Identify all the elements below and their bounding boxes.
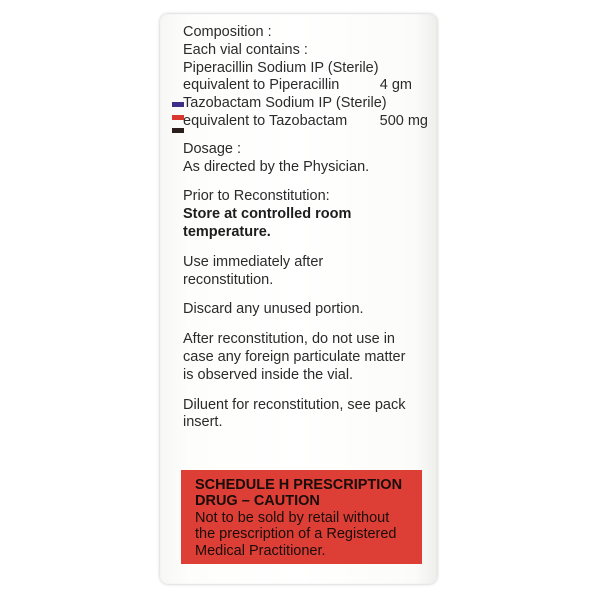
schedule-h-caution-box [181,470,422,564]
storage-section [183,188,428,241]
diluent-line-1: Diluent for reconstitution, see pack [183,396,406,413]
caution-title-line-2: DRUG – CAUTION [195,493,320,510]
composition-line-3: Tazobactam Sodium IP (Sterile) [183,95,387,112]
composition-heading: Composition : [183,24,272,40]
storage-heading: Prior to Reconstitution: [183,188,330,205]
diluent-section [183,397,428,433]
after-line-3: is observed inside the vial. [183,366,354,383]
discard-text: Discard any unused portion. [183,301,364,318]
use-line-1: Use immediately after [183,253,324,270]
composition-line-2-label: equivalent to Piperacillin [183,77,340,94]
composition-line-1: Piperacillin Sodium IP (Sterile) [183,59,379,76]
composition-intro: Each vial contains : [183,41,308,58]
label-text [183,24,428,432]
use-section [183,254,428,290]
after-line-1: After reconstitution, do not use in [183,331,395,348]
after-section [183,331,428,384]
storage-bold-line-2: temperature. [183,223,271,240]
composition-line-2 [183,77,428,95]
caution-line-1: Not to be sold by retail without [195,509,390,526]
composition-section [183,24,428,131]
composition-line-4-label: equivalent to Tazobactam [183,112,348,129]
caution-title-line-1: SCHEDULE H PRESCRIPTION [195,477,403,493]
use-line-2: reconstitution. [183,271,274,288]
composition-line-4-qty: 500 mg [379,112,428,129]
storage-bold-line-1: Store at controlled room [183,206,352,223]
diluent-line-2: insert. [183,414,223,431]
caution-line-2: the prescription of a Registered [195,526,397,543]
caution-line-3: Medical Practitioner. [195,542,326,559]
dosage-heading: Dosage : [183,140,242,157]
composition-line-4 [183,113,428,131]
composition-line-2-qty: 4 gm [379,77,412,94]
after-line-2: case any foreign particulate matter [183,348,406,365]
dosage-section [183,141,428,177]
dosage-text: As directed by the Physician. [183,158,370,175]
